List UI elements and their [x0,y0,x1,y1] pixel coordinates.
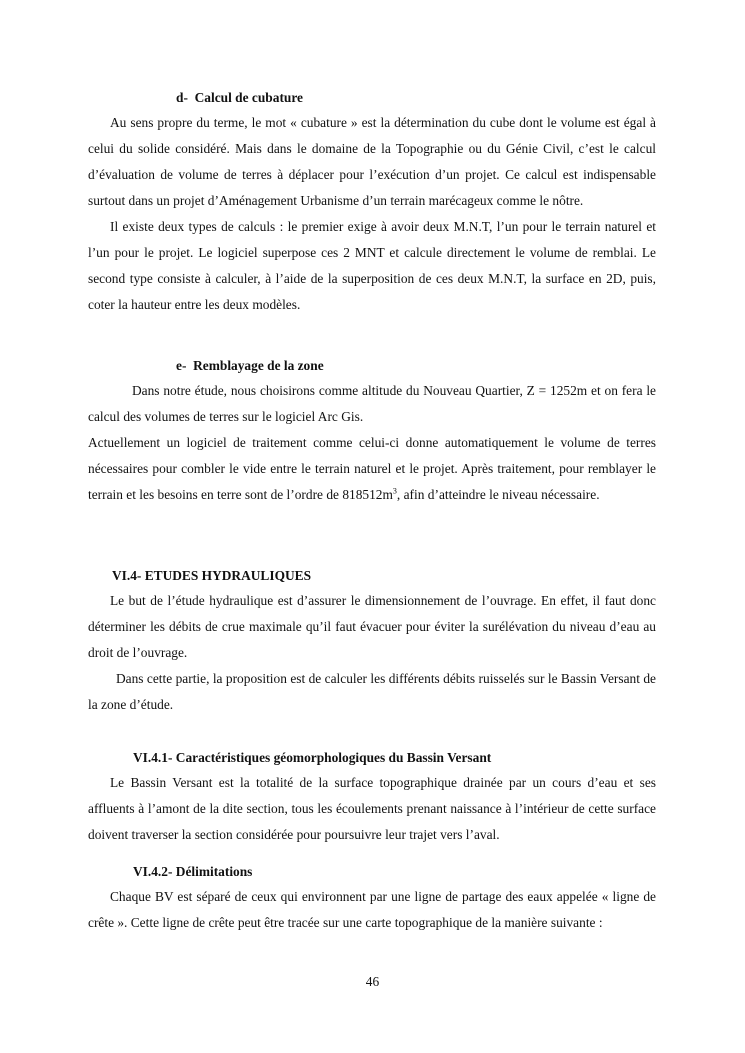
section-vi4-body [88,588,656,718]
section-vi41-heading: VI.4.1- Caractéristiques géomorphologiques du Bassin Versant [133,750,492,765]
section-d-paragraph-2: Il existe deux types de calculs : le premier exige à avoir deux M.N.T, l’un pour le terrain naturel et l’un pour le projet. Le logiciel superpose ces 2 MNT et calcule directement le volume de remblai. Le second type consiste à calculer, à l’aide de la superposition de ces deux M.N.T, la surface en 2D, puis, coter la hauteur entre les deux modèles. [88,219,656,312]
section-e-heading [176,357,324,375]
section-e-paragraph-2: Actuellement un logiciel de traitement comme celui-ci donne automatiquement le volume de terres nécessaires pour combler le vide entre le terrain naturel et le projet. Après traitement, pour remblayer le terrain et les besoins en terre sont de l’ordre de $818512m^3$, afin d’atteindre le niveau nécessaire. [88,435,656,502]
section-vi41-body [88,770,656,848]
page-number: 46 [365,974,380,989]
section-d-title: Calcul de cubature [194,90,303,105]
section-vi42-body [88,884,656,936]
section-vi4-paragraph-2: Dans cette partie, la proposition est de calculer les différents débits ruisselés sur le Bassin Versant de la zone d’étude. [88,671,656,712]
section-d-body [88,110,656,318]
section-e-paragraph-1: Dans notre étude, nous choisirons comme altitude du Nouveau Quartier, Z = 1252m et on fera le calcul des volumes de terres sur le logiciel Arc Gis. [88,383,656,424]
section-e-title: Remblayage de la zone [193,358,324,373]
section-d-marker: d- [176,90,188,105]
cubic-exponent: 3 [392,486,397,496]
section-vi4-heading: VI.4- ETUDES HYDRAULIQUES [112,568,312,583]
section-vi42-heading: VI.4.2- Délimitations [133,864,253,879]
section-vi41-paragraph-1: Le Bassin Versant est la totalité de la surface topographique drainée par un cours d’eau et ses affluents à l’amont de la dite section, tous les écoulements prenant naissance à l’intérieur de cette surface doivent traverser la section considérée pour poursuivre leur trajet vers l’aval. [88,775,656,842]
section-vi42-paragraph-1: Chaque BV est séparé de ceux qui environnent par une ligne de partage des eaux appelée « ligne de crête ». Cette ligne de crête peut être tracée sur une carte topographique de la manière suivante : [88,889,656,930]
section-e-marker: e- [176,358,187,373]
section-d-heading [176,89,303,107]
section-e-body [88,378,656,508]
section-d-paragraph-1: Au sens propre du terme, le mot « cubature » est la détermination du cube dont le volume est égal à celui du solide considéré. Mais dans le domaine de la Topographie ou du Génie Civil, c’est le calcul d’évaluation de volume de terres à déplacer pour l’exécution d’un projet. Ce calcul est indispensable surtout dans un projet d’Aménagement Urbanisme d’un terrain marécageux comme le nôtre. [88,115,656,208]
section-vi4-paragraph-1: Le but de l’étude hydraulique est d’assurer le dimensionnement de l’ouvrage. En effet, il faut donc déterminer les débits de crue maximale qu’il faut évacuer pour éviter la surélévation du niveau d’eau au droit de l’ouvrage. [88,593,656,660]
